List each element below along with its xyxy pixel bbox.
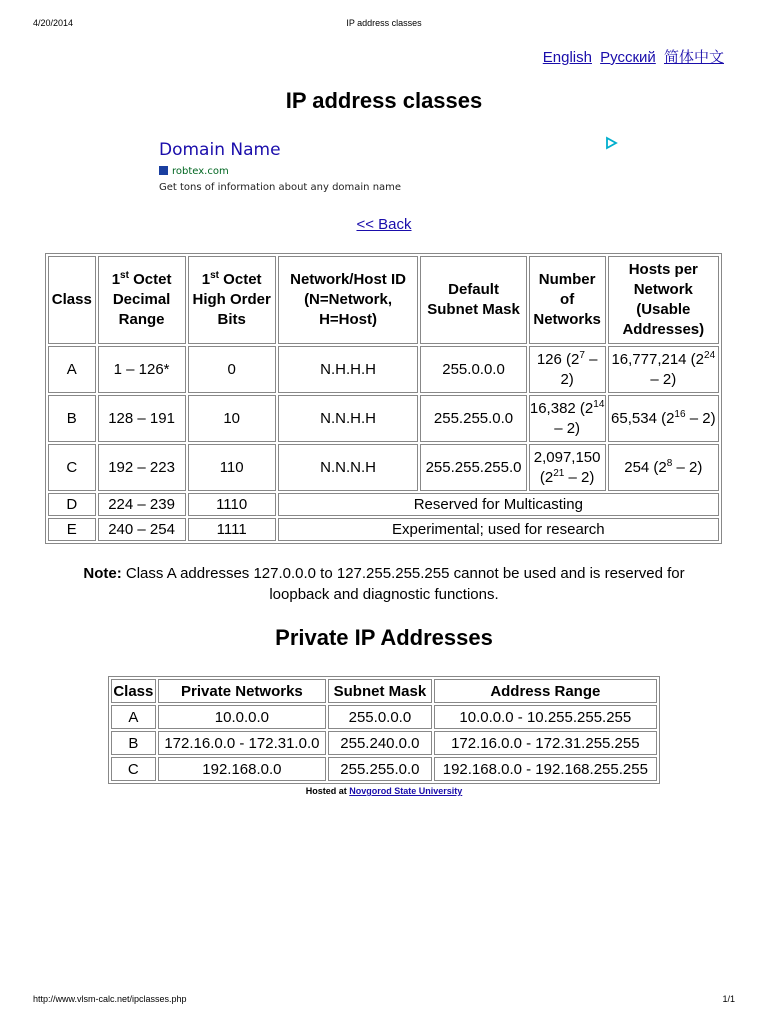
header-network-host-id: Network/Host ID (N=Network, H=Host) <box>278 256 419 344</box>
note-text: Class A addresses 127.0.0.0 to 127.255.255.255 cannot be used and is reserved for loopback and diagnostic functions. <box>121 565 685 603</box>
print-title: IP address classes <box>346 18 422 28</box>
table-header-row <box>111 679 657 703</box>
cell-class: D <box>48 493 96 516</box>
back-link[interactable]: << Back <box>356 216 412 233</box>
cell-range: 192 – 223 <box>98 444 186 491</box>
header-octet-range: 1st Octet Decimal Range <box>98 256 186 344</box>
header-private-networks: Private Networks <box>158 679 326 703</box>
table-row <box>111 705 657 729</box>
cell-mask: 255.240.0.0 <box>328 731 432 755</box>
back-nav <box>0 216 768 233</box>
cell-mask: 255.255.0.0 <box>328 757 432 781</box>
header-address-range: Address Range <box>434 679 657 703</box>
header-subnet-mask: Subnet Mask <box>328 679 432 703</box>
cell-range: 192.168.0.0 - 192.168.255.255 <box>434 757 657 781</box>
cell-bits: 0 <box>188 346 276 393</box>
page-title: IP address classes <box>285 88 483 113</box>
table-row <box>48 518 719 541</box>
cell-id: N.N.N.H <box>278 444 419 491</box>
table-row <box>111 731 657 755</box>
cell-class: C <box>48 444 96 491</box>
header-subnet-mask: Default Subnet Mask <box>420 256 526 344</box>
cell-network: 172.16.0.0 - 172.31.0.0 <box>158 731 326 755</box>
cell-id: N.H.H.H <box>278 346 419 393</box>
print-date: 4/20/2014 <box>33 18 74 28</box>
cell-note: Experimental; used for research <box>278 518 719 541</box>
cell-class: C <box>111 757 156 781</box>
cell-class: E <box>48 518 96 541</box>
header-networks: Number of Networks <box>529 256 606 344</box>
hosted-prefix: Hosted at <box>305 786 350 796</box>
table-header-row <box>48 256 719 344</box>
print-url: http://www.vlsm-calc.net/ipclasses.php <box>33 994 187 1004</box>
cell-range: 224 – 239 <box>98 493 186 516</box>
ad-description: Get tons of information about any domain name <box>159 182 402 193</box>
ad-domain-text: robtex.com <box>172 166 229 177</box>
page-number: 1/1 <box>722 994 735 1004</box>
cell-range: 172.16.0.0 - 172.31.255.255 <box>434 731 657 755</box>
cell-bits: 110 <box>188 444 276 491</box>
table-row <box>48 346 719 393</box>
cell-hosts: 65,534 $(2^{16} - 2)$ <box>608 395 719 442</box>
cell-network: 192.168.0.0 <box>158 757 326 781</box>
ad-domain[interactable] <box>159 166 619 177</box>
ip-classes-table <box>45 253 722 544</box>
cell-id: N.N.H.H <box>278 395 419 442</box>
private-ip-table <box>108 676 660 784</box>
ad-block[interactable] <box>159 140 619 193</box>
cell-class: A <box>48 346 96 393</box>
language-switcher <box>539 46 724 67</box>
cell-note: Reserved for Multicasting <box>278 493 719 516</box>
adchoices-icon[interactable] <box>604 136 618 150</box>
cell-bits: 1111 <box>188 518 276 541</box>
lang-english-link[interactable]: English <box>542 49 592 66</box>
cell-networks: 126 $(2^7 - 2)$ <box>529 346 606 393</box>
private-section-title: Private IP Addresses <box>275 625 493 650</box>
cell-networks: 16,382 $(2^{14} - 2)$ <box>529 395 606 442</box>
cell-range: 1 – 126* <box>98 346 186 393</box>
ad-title[interactable]: Domain Name <box>159 140 281 160</box>
hosted-line <box>0 786 768 796</box>
header-class: Class <box>48 256 96 344</box>
table-row <box>48 444 719 491</box>
cell-class: B <box>111 731 156 755</box>
header-class: Class <box>111 679 156 703</box>
cell-hosts: 254 $(2^8 - 2)$ <box>608 444 719 491</box>
header-hosts: Hosts per Network (Usable Addresses) <box>608 256 719 344</box>
cell-class: B <box>48 395 96 442</box>
cell-mask: 255.0.0.0 <box>420 346 526 393</box>
favicon-icon <box>159 166 168 175</box>
header-octet-bits: 1st Octet High Order Bits <box>188 256 276 344</box>
cell-mask: 255.255.255.0 <box>420 444 526 491</box>
cell-mask: 255.0.0.0 <box>328 705 432 729</box>
cell-bits: 10 <box>188 395 276 442</box>
cell-range: 128 – 191 <box>98 395 186 442</box>
cell-mask: 255.255.0.0 <box>420 395 526 442</box>
lang-chinese-link[interactable]: 简体中文 <box>663 49 724 66</box>
table-row <box>48 395 719 442</box>
cell-network: 10.0.0.0 <box>158 705 326 729</box>
cell-bits: 1110 <box>188 493 276 516</box>
table-row <box>48 493 719 516</box>
print-header <box>0 18 768 32</box>
cell-networks: 2,097,150 $(2^{21} - 2)$ <box>529 444 606 491</box>
cell-range: 240 – 254 <box>98 518 186 541</box>
cell-range: 10.0.0.0 - 10.255.255.255 <box>434 705 657 729</box>
lang-russian-link[interactable]: Русский <box>600 49 656 66</box>
cell-hosts: 16,777,214 $(2^{24} - 2)$ <box>608 346 719 393</box>
table-row <box>111 757 657 781</box>
note-paragraph <box>60 563 708 605</box>
note-label: Note: <box>83 565 122 582</box>
cell-class: A <box>111 705 156 729</box>
hosted-link[interactable]: Novgorod State University <box>349 786 463 796</box>
